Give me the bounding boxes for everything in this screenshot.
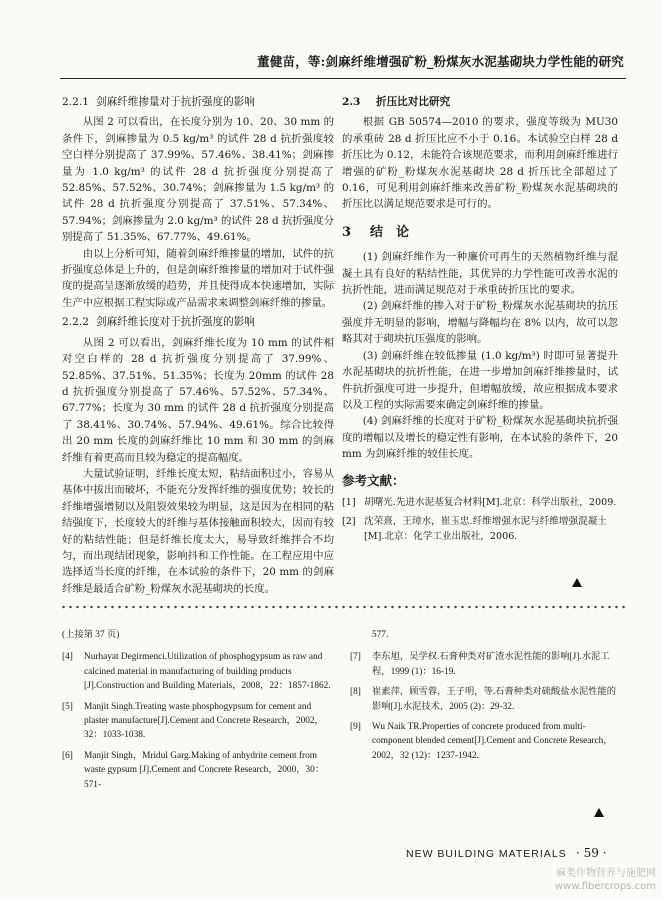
reference-number: [8]: [350, 687, 361, 698]
dotted-divider: [60, 603, 626, 611]
paragraph: 由以上分析可知，随着剑麻纤维掺量的增加，试件的抗折强度总体是上升的，但是剑麻纤维掺量的增加对于试件强度的提高呈逐渐放缓的趋势，并且使得成本快速增加，实际生产中应根据工程实际或产品需求来调整剑麻纤维的掺量。: [62, 247, 334, 309]
section-3-heading: [342, 225, 618, 241]
reference-text: Manjit Singh，Mridul Garg.Making of anhydrite cement from waste gypsum [J].Cement and Concrete Research，2000，30：571-: [84, 750, 325, 790]
reference-item: [342, 514, 618, 544]
section-title: 剑麻纤维长度对于抗折强度的影响: [96, 316, 255, 329]
reference-item: [62, 749, 336, 792]
journal-name: NEW BUILDING MATERIALS: [406, 848, 567, 860]
reference-number: [1]: [342, 496, 356, 508]
bottom-right-references: [350, 628, 620, 769]
reference-item: [62, 700, 336, 743]
running-header: 董健苗，等:剑麻纤维增强矿粉_粉煤灰水泥基砌块力学性能的研究: [257, 54, 624, 69]
reference-text: Manjit Singh.Treating waste phosphogypsum for cement and plaster manufacture[J].Cement and Concrete Research，2002，32：1033-1038.: [84, 701, 324, 741]
reference-item: [62, 650, 336, 693]
header-rule: [60, 78, 626, 79]
section-number: 2.2.1: [62, 96, 89, 108]
page-number: · 59 ·: [576, 846, 607, 860]
reference-text: Nurhayat Degirmenci.Utilization of phosphogypsum as raw and calcined material in manufacturing of building products [J].Construction and Building Materials，2008，22：1857-1862.: [84, 652, 331, 692]
conclusion-item: (3) 剑麻纤维在较低掺量 (1.0 kg/m³) 时即可显著提升水泥基砌块的抗折性能，在进一步增加剑麻纤维掺量时，试件抗折强度可进一步提升，但增幅放缓，故应根据成本要求以及工程的实际需要来确定剑麻纤维的掺量。: [342, 349, 618, 411]
left-column: [62, 94, 334, 597]
reference-number: [2]: [342, 515, 356, 527]
reference-text: 胡曙光.先进水泥基复合材料[M].北京：科学出版社，2009.: [364, 496, 617, 508]
bottom-left-references: [62, 628, 336, 798]
section-2-2-2-heading: [62, 314, 334, 330]
section-number: 3: [342, 224, 352, 240]
reference-continuation: 577.: [372, 630, 389, 640]
conclusion-item: (1) 剑麻纤维作为一种廉价可再生的天然植物纤维与混凝土具有良好的粘结性能，其优异的力学性能可改善水泥的抗折性能，进而满足规范对于承重砖折压比的要求。: [342, 251, 618, 297]
paragraph: 从图 2 可以看出，在长度分别为 10、20、30 mm 的条件下，剑麻掺量为 0.5 kg/m³ 的试件 28 d 抗折强度较空白样分别提高了 37.99%、57.46%、38.41%；剑麻掺量为 1.0 kg/m³ 的试件 28 d 抗折强度分别提高了 52.85%、57.52%、30.74%；剑麻掺量为 1.5 kg/m³ 的试件 28 d 抗折强度分别提高了 37.51%、57.34%、57.94%；剑麻掺量为 2.0 kg/m³ 的试件 28 d 抗折强度分别提高了 51.35%、67.77%、49.61%。: [62, 116, 334, 244]
section-title: 折压比对比研究: [376, 96, 451, 108]
end-mark-triangle-icon: [572, 578, 582, 587]
reference-number: [6]: [62, 750, 73, 761]
section-title: 结 论: [370, 224, 410, 240]
section-number: 2.2.2: [62, 316, 89, 329]
reference-item: [350, 720, 620, 763]
paragraph: 根据 GB 50574—2010 的要求，强度等级为 MU30 的承重砖 28 d 折压比应不小于 0.16。本试验空白样 28 d 折压比为 0.12，未能符合该规范要求，而利用剑麻纤维进行增强的矿粉_粉煤灰水泥基砌块 28 d 折压比全部超过了 0.16，可见利用剑麻纤维来改善矿粉_粉煤灰水泥基砌块的折压比以满足规范要求是可行的。: [342, 116, 618, 211]
section-2-2-1-heading: [62, 94, 334, 110]
reference-number: [5]: [62, 701, 73, 712]
conclusion-item: (2) 剑麻纤维的掺入对于矿粉_粉煤灰水泥基砌块的抗压强度并无明显的影响，增幅与降幅均在 8% 以内，故可以忽略其对于砌块抗压强度的影响。: [342, 300, 618, 346]
section-2-3-heading: [342, 94, 618, 110]
reference-number: [7]: [350, 652, 361, 663]
reference-text: 沈荣熹，王璋水，崔玉忠.纤维增强水泥与纤维增强混凝土[M].北京：化学工业出版社，2006.: [364, 515, 607, 542]
end-mark-triangle-icon: [594, 808, 604, 817]
reference-item: [350, 685, 620, 714]
paragraph: 大量试验证明，纤维长度太短，粘结面积过小，容易从基体中拔出而破坏，不能充分发挥纤维的强度优势；较长的纤维增强增韧以及阻裂效果较为明显，这是因为在相同的粘结强度下，长度较大的纤维与基体接触面积较大，因而有较好的粘结性能；但是纤维长度太大，易导致纤维拌合不均匀，而出现结团现象，影响抖和工作性能。在工程应用中应选择适当长度的纤维，在本试验的条件下，20 mm 的剑麻纤维是最适合矿粉_粉煤灰水泥基砌块的长度。: [62, 467, 334, 595]
reference-number: [4]: [62, 652, 73, 663]
watermark-url: www.fibercrops.com: [554, 881, 656, 892]
continued-note: (上接第 37 页): [62, 630, 120, 640]
site-watermark: [555, 867, 656, 893]
section-title: 剑麻纤维掺量对于抗折强度的影响: [96, 96, 255, 108]
reference-text: 李东旭，吴学权.石膏种类对矿渣水泥性能的影响[J].水泥工程，1999 (1)：16-19.: [372, 652, 610, 677]
reference-item: [342, 495, 618, 510]
watermark-line: 麻类作物营养与施肥网: [556, 868, 656, 879]
right-column: [342, 94, 618, 548]
paragraph: 从图 2 可以看出，剑麻纤维长度为 10 mm 的试件相对空白样的 28 d 抗折强度分别提高了 37.99%、52.85%、37.51%、51.35%；长度为 20mm 的试件 28 d 抗折强度分别提高了 57.46%、57.52%、57.34%、67.77%；长度为 30 mm 的试件 28 d 抗折强度分别提高了 38.41%、30.74%、57.94%、49.61%。综合比较得出 20 mm 长度的剑麻纤维比 10 mm 和 30 mm 的剑麻纤维有着更高而且较为稳定的提高幅度。: [62, 336, 334, 464]
reference-number: [9]: [350, 722, 361, 733]
conclusion-item: (4) 剑麻纤维的长度对于矿粉_粉煤灰水泥基砌块抗折强度的增幅以及增长的稳定性有影响，在本试验的条件下，20 mm 为剑麻纤维的较佳长度。: [342, 415, 618, 461]
reference-text: 崔素萍，顾雪蓉，王子明，等.石膏种类对硫酸盐水泥性能的影响[J].水泥技术，2005 (2)：29-32.: [372, 687, 617, 712]
section-number: 2.3: [342, 96, 361, 108]
reference-text: Wu Naik TR.Properties of concrete produced from multi-component blended cement[J].Cement and Concrete Research，2002，32 (12)：1237-1942.: [372, 722, 613, 761]
reference-item: [350, 650, 620, 679]
references-heading: 参考文献：: [342, 472, 405, 488]
